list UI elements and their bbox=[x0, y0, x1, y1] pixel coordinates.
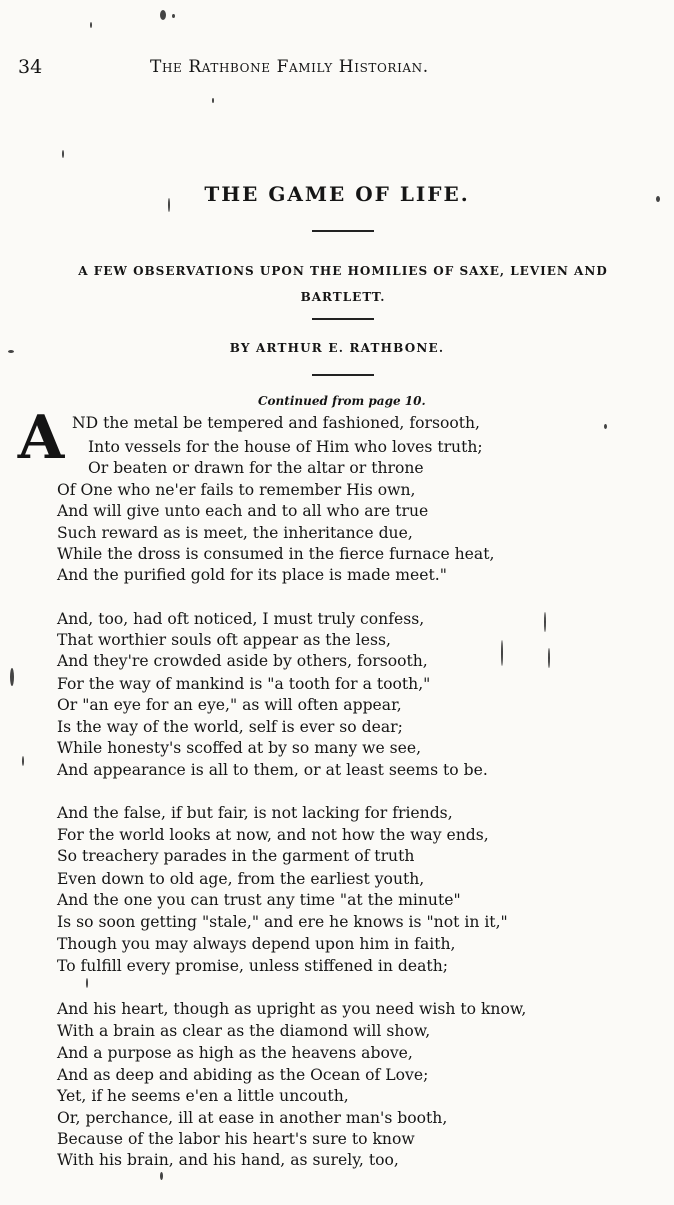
poem-line: And will give unto each and to all who are true bbox=[57, 502, 429, 520]
poem-line: Or "an eye for an eye," as will often appear, bbox=[57, 696, 402, 714]
scan-speck bbox=[604, 424, 607, 429]
divider-rule bbox=[312, 230, 374, 232]
poem-line: While the dross is consumed in the fierce furnace heat, bbox=[57, 545, 495, 563]
scan-speck bbox=[8, 350, 14, 353]
poem-line: And appearance is all to them, or at least seems to be. bbox=[57, 761, 488, 779]
poem-line: And, too, had oft noticed, I must truly confess, bbox=[57, 610, 425, 628]
page-number: 34 bbox=[18, 56, 43, 78]
poem-line: Of One who ne'er fails to remember His own, bbox=[57, 481, 416, 499]
drop-cap-a bbox=[16, 408, 66, 464]
poem-line: While honesty's scoffed at by so many we see, bbox=[57, 739, 422, 757]
poem-line: And as deep and abiding as the Ocean of Love; bbox=[57, 1066, 429, 1084]
page-header bbox=[0, 52, 674, 84]
scan-speck bbox=[86, 978, 88, 988]
scan-speck bbox=[90, 22, 92, 28]
scan-speck bbox=[160, 10, 166, 20]
scan-speck bbox=[544, 612, 546, 632]
poem-line: Because of the labor his heart's sure to know bbox=[57, 1130, 415, 1148]
poem-line: To fulfill every promise, unless stiffened in death; bbox=[57, 957, 448, 975]
poem-line: Such reward as is meet, the inheritance due, bbox=[57, 524, 413, 542]
scan-speck bbox=[10, 668, 14, 686]
poem-line: Or, perchance, ill at ease in another man's booth, bbox=[57, 1109, 448, 1127]
scan-speck bbox=[212, 98, 214, 103]
poem-line: For the world looks at now, and not how the way ends, bbox=[57, 826, 489, 844]
poem-line: For the way of mankind is "a tooth for a tooth," bbox=[57, 675, 431, 693]
poem-line: And a purpose as high as the heavens above, bbox=[57, 1044, 413, 1062]
poem-line: Is the way of the world, self is ever so dear; bbox=[57, 718, 403, 736]
poem-line: With a brain as clear as the diamond will show, bbox=[57, 1022, 431, 1040]
scan-speck bbox=[548, 648, 550, 668]
poem-line: Yet, if he seems e'en a little uncouth, bbox=[57, 1087, 349, 1105]
scan-speck bbox=[501, 640, 503, 666]
poem-line: And his heart, though as upright as you need wish to know, bbox=[57, 1000, 527, 1018]
poem-line: And the purified gold for its place is made meet." bbox=[57, 566, 447, 584]
article-subtitle: A FEW OBSERVATIONS UPON THE HOMILIES OF SAXE, LEVIEN AND BARTLETT. bbox=[78, 264, 608, 304]
poem-line: ND the metal be tempered and fashioned, forsooth, bbox=[72, 414, 480, 432]
divider-rule bbox=[312, 374, 374, 376]
poem-line: And the one you can trust any time "at the minute" bbox=[57, 891, 461, 909]
divider-rule bbox=[312, 318, 374, 320]
poem-line: With his brain, and his hand, as surely, too, bbox=[57, 1151, 399, 1169]
author-byline: BY ARTHUR E. RATHBONE. bbox=[229, 341, 445, 355]
poem-line: Though you may always depend upon him in faith, bbox=[57, 935, 456, 953]
scan-speck bbox=[22, 756, 24, 766]
poem-line: So treachery parades in the garment of truth bbox=[57, 847, 415, 865]
scan-speck bbox=[168, 198, 170, 212]
scan-speck bbox=[172, 14, 175, 18]
scan-speck bbox=[62, 150, 64, 158]
continued-note: Continued from page 10. bbox=[258, 394, 426, 408]
poem-line: Is so soon getting "stale," and ere he knows is "not in it," bbox=[57, 913, 508, 931]
poem-line: And they're crowded aside by others, forsooth, bbox=[57, 652, 428, 670]
poem-line: Into vessels for the house of Him who loves truth; bbox=[88, 438, 483, 456]
scan-speck bbox=[160, 1172, 163, 1180]
article-title: THE GAME OF LIFE. bbox=[204, 182, 470, 206]
poem-line: And the false, if but fair, is not lacking for friends, bbox=[57, 804, 453, 822]
scan-speck bbox=[656, 196, 660, 202]
poem-line: Or beaten or drawn for the altar or throne bbox=[88, 459, 424, 477]
running-title: The Rathbone Family Historian. bbox=[150, 57, 429, 77]
poem-line: That worthier souls oft appear as the less, bbox=[57, 631, 391, 649]
drop-cap-letter: A bbox=[17, 408, 65, 464]
poem-line: Even down to old age, from the earliest youth, bbox=[57, 870, 425, 888]
